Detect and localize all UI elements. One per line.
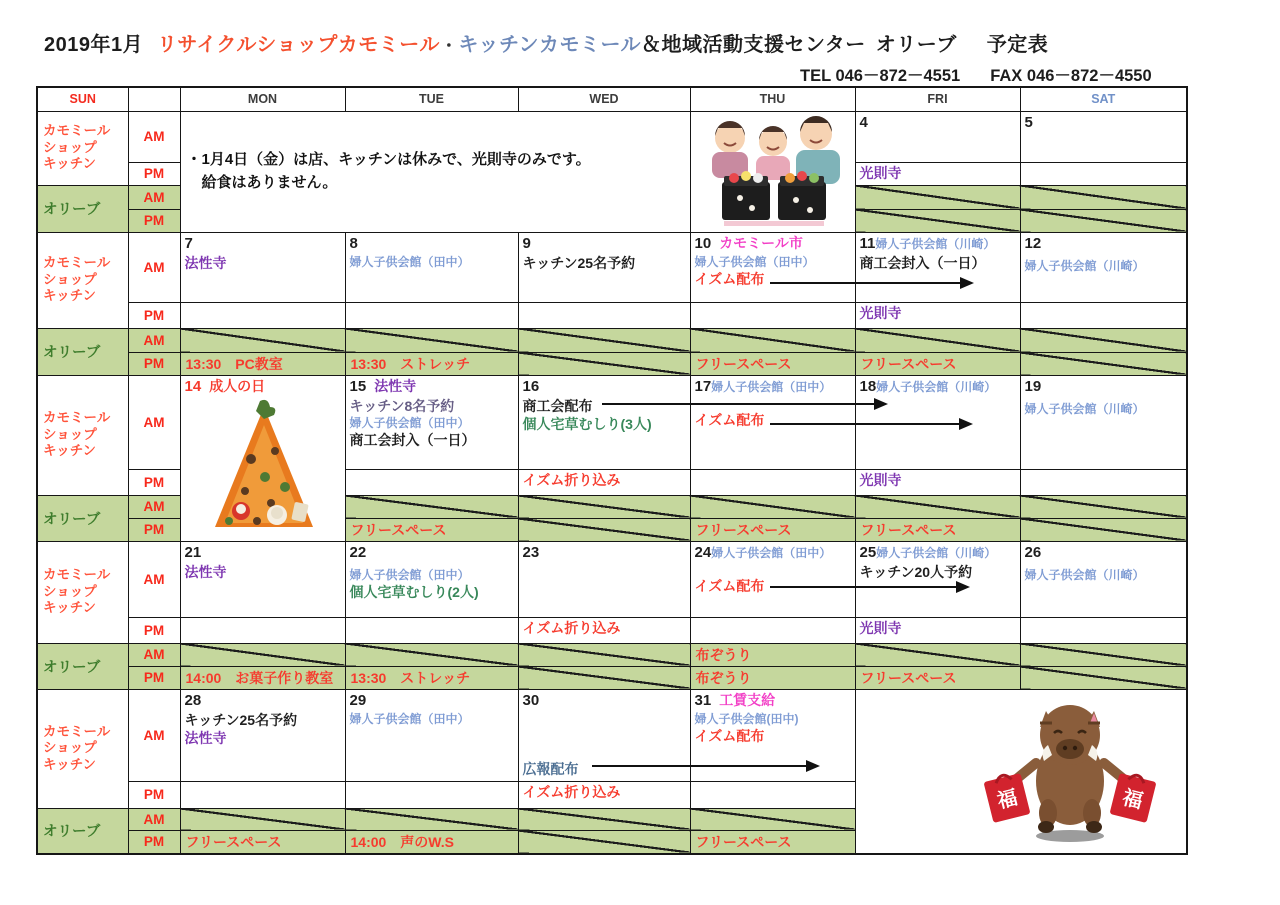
cell-w1-fri-pm: 光則寺: [855, 162, 1020, 185]
cell-w3-thu-olive-am: [690, 495, 855, 518]
cell-w5-weekend-illustration: [855, 689, 1187, 854]
cell-w2-sat-pm: [1020, 302, 1187, 328]
cell-w2-wed-pm: [518, 302, 690, 328]
olive-am-label-w2: AM: [128, 328, 180, 352]
header-wed: WED: [518, 87, 690, 111]
cell-w4-tue-olive-am: [345, 643, 518, 666]
cell-w4-sat-am: 26 婦人子供会館（川崎）: [1020, 541, 1187, 617]
cell-w1-fri-am: 4: [855, 111, 1020, 162]
row-label-shop-w1: カモミール ショップ キッチン: [37, 111, 128, 185]
cell-w1-sat-pm: [1020, 162, 1187, 185]
cell-w4-wed-olive-pm: [518, 666, 690, 689]
olive-pm-label-w4: PM: [128, 666, 180, 689]
pm-label-w5: PM: [128, 781, 180, 808]
olive-pm-label-w2: PM: [128, 352, 180, 375]
cell-w2-fri-olive-pm: フリースペース: [855, 352, 1020, 375]
cell-w4-mon-pm: [180, 617, 345, 643]
cell-w3-tue-olive-pm: フリースペース: [345, 518, 518, 541]
title-center-name: ＆地域活動支援センター: [641, 34, 866, 56]
header-fri: FRI: [855, 87, 1020, 111]
cell-w3-sat-am: 19 婦人子供会館（川崎）: [1020, 375, 1187, 469]
olive-am-label-w1: AM: [128, 185, 180, 209]
cell-w4-tue-pm: [345, 617, 518, 643]
olive-pm-label-w5: PM: [128, 830, 180, 854]
cell-w4-wed-olive-am: [518, 643, 690, 666]
dondoyaki-bonfire-illustration: [205, 399, 323, 533]
am-label-w1: AM: [128, 111, 180, 162]
cell-w4-mon-olive-am: [180, 643, 345, 666]
title-shop-name: リサイクルショップカモミール: [157, 34, 440, 56]
title-suffix: 予定表: [986, 34, 1049, 56]
cell-w1-sat-am: 5: [1020, 111, 1187, 162]
cell-w5-thu-pm: [690, 781, 855, 808]
schedule-table: [36, 86, 1188, 855]
cell-w4-fri-pm: 光則寺: [855, 617, 1020, 643]
cell-w2-tue-pm: [345, 302, 518, 328]
cell-w2-sat-olive-am: [1020, 328, 1187, 352]
cell-w3-tue-olive-am: [345, 495, 518, 518]
cell-w2-fri-olive-am: [855, 328, 1020, 352]
row-label-olive-w4: オリーブ: [37, 643, 128, 689]
cell-w2-mon-am: 7 法性寺: [180, 232, 345, 302]
am-label-w4: AM: [128, 541, 180, 617]
contact-line: [800, 62, 1152, 86]
cell-w1-sat-olive-pm: [1020, 209, 1187, 232]
cell-w4-thu-am: 24婦人子供会館（田中） イズム配布: [690, 541, 855, 617]
olive-am-label-w5: AM: [128, 808, 180, 830]
row-label-shop-w4: カモミール ショップ キッチン: [37, 541, 128, 643]
cell-w4-sat-olive-am: [1020, 643, 1187, 666]
cell-w5-tue-pm: [345, 781, 518, 808]
cell-w3-fri-pm: 光則寺: [855, 469, 1020, 495]
cell-w4-tue-am: 22 婦人子供会館（田中） 個人宅草むしり(2人): [345, 541, 518, 617]
cell-w3-thu-pm: [690, 469, 855, 495]
svg-text:福: 福: [1120, 786, 1145, 813]
header-tue: TUE: [345, 87, 518, 111]
cell-w5-thu-olive-pm: フリースペース: [690, 830, 855, 854]
cell-w4-fri-am: 25婦人子供会館（川崎） キッチン20人予約: [855, 541, 1020, 617]
cell-w3-wed-pm: イズム折り込み: [518, 469, 690, 495]
cell-w2-thu-olive-pm: フリースペース: [690, 352, 855, 375]
cell-w3-sat-olive-am: [1020, 495, 1187, 518]
cell-w2-fri-am: 11婦人子供会館（川崎） 商工会封入（一日）: [855, 232, 1020, 302]
cell-w1-fri-olive-pm: [855, 209, 1020, 232]
header-blank: [128, 87, 180, 111]
cell-w4-tue-olive-pm: 13:30 ストレッチ: [345, 666, 518, 689]
am-label-w2: AM: [128, 232, 180, 302]
cell-w2-wed-olive-pm: [518, 352, 690, 375]
cell-w3-fri-olive-am: [855, 495, 1020, 518]
cell-w1-thu-illustration: [690, 111, 855, 232]
cell-w5-thu-am: 31 工賃支給 婦人子供会館(田中) イズム配布: [690, 689, 855, 781]
row-label-olive-w2: オリーブ: [37, 328, 128, 375]
cell-w2-tue-olive-am: [345, 328, 518, 352]
title-olive-name: オリーブ: [875, 34, 957, 56]
pm-label-w3: PM: [128, 469, 180, 495]
am-label-w3: AM: [128, 375, 180, 469]
pm-label-w4: PM: [128, 617, 180, 643]
cell-w2-thu-pm: [690, 302, 855, 328]
cell-w5-tue-olive-pm: 14:00 声のW.S: [345, 830, 518, 854]
cell-w3-fri-olive-pm: フリースペース: [855, 518, 1020, 541]
cell-w4-thu-olive-pm: 布ぞうり: [690, 666, 855, 689]
cell-w5-mon-olive-pm: フリースペース: [180, 830, 345, 854]
cell-w4-sat-pm: [1020, 617, 1187, 643]
cell-w4-thu-pm: [690, 617, 855, 643]
cell-w4-sat-olive-pm: [1020, 666, 1187, 689]
tel-number: TEL 046－872－4551: [800, 67, 961, 85]
cell-w2-thu-olive-am: [690, 328, 855, 352]
cell-w2-fri-pm: 光則寺: [855, 302, 1020, 328]
am-label-w5: AM: [128, 689, 180, 781]
cell-w2-mon-pm: [180, 302, 345, 328]
svg-text:福: 福: [995, 786, 1020, 813]
olive-am-label-w4: AM: [128, 643, 180, 666]
olive-pm-label-w3: PM: [128, 518, 180, 541]
row-label-shop-w3: カモミール ショップ キッチン: [37, 375, 128, 495]
cell-w5-wed-olive-pm: [518, 830, 690, 854]
cell-w2-mon-olive-am: [180, 328, 345, 352]
cell-w5-mon-am: 28 キッチン25名予約 法性寺: [180, 689, 345, 781]
header-sun: SUN: [37, 87, 128, 111]
cell-w5-wed-pm: イズム折り込み: [518, 781, 690, 808]
osechi-family-illustration: [694, 112, 852, 226]
cell-w3-sat-pm: [1020, 469, 1187, 495]
olive-am-label-w3: AM: [128, 495, 180, 518]
cell-w3-sat-olive-pm: [1020, 518, 1187, 541]
cell-w5-mon-pm: [180, 781, 345, 808]
cell-w3-thu-am: 17婦人子供会館（田中） イズム配布: [690, 375, 855, 469]
header-thu: THU: [690, 87, 855, 111]
cell-w5-wed-olive-am: [518, 808, 690, 830]
cell-w5-wed-am: 30 広報配布: [518, 689, 690, 781]
cell-w3-thu-olive-pm: フリースペース: [690, 518, 855, 541]
title-separator-dot: ・: [440, 38, 458, 55]
cell-w4-mon-olive-pm: 14:00 お菓子作り教室: [180, 666, 345, 689]
row-label-olive-w5: オリーブ: [37, 808, 128, 854]
cell-w4-fri-olive-pm: フリースペース: [855, 666, 1020, 689]
cell-w4-wed-am: 23: [518, 541, 690, 617]
row-label-olive-w1: オリーブ: [37, 185, 128, 232]
pm-label-w1: PM: [128, 162, 180, 185]
row-label-olive-w3: オリーブ: [37, 495, 128, 541]
cell-w3-mon-holiday: 14 成人の日: [180, 375, 345, 541]
cell-w2-wed-olive-am: [518, 328, 690, 352]
cell-w2-wed-am: 9 キッチン25名予約: [518, 232, 690, 302]
header-sat: SAT: [1020, 87, 1187, 111]
new-year-boar-illustration: [970, 693, 1170, 845]
holiday-note-cell: [180, 111, 690, 232]
olive-pm-label-w1: PM: [128, 209, 180, 232]
cell-w1-fri-olive-am: [855, 185, 1020, 209]
cell-w3-wed-olive-pm: [518, 518, 690, 541]
cell-w5-tue-olive-am: [345, 808, 518, 830]
pm-label-w2: PM: [128, 302, 180, 328]
cell-w4-wed-pm: イズム折り込み: [518, 617, 690, 643]
cell-w4-thu-olive-am: 布ぞうり: [690, 643, 855, 666]
row-label-shop-w5: カモミール ショップ キッチン: [37, 689, 128, 808]
holiday-note-line1: ・1月4日（金）は店、キッチンは休みで、光則寺のみです。: [186, 151, 591, 168]
cell-w3-wed-olive-am: [518, 495, 690, 518]
cell-w3-tue-am: 15 法性寺 キッチン8名予約 婦人子供会館（田中） 商工会封入（一日）: [345, 375, 518, 469]
cell-w3-wed-am: 16 商工会配布 個人宅草むしり(3人): [518, 375, 690, 469]
cell-w2-tue-olive-pm: 13:30 ストレッチ: [345, 352, 518, 375]
row-label-shop-w2: カモミール ショップ キッチン: [37, 232, 128, 328]
header-mon: MON: [180, 87, 345, 111]
title-month: 2019年1月: [44, 34, 144, 56]
cell-w2-sat-am: 12 婦人子供会館（川崎）: [1020, 232, 1187, 302]
cell-w3-tue-pm: [345, 469, 518, 495]
cell-w3-fri-am: 18婦人子供会館（川崎）: [855, 375, 1020, 469]
fax-number: FAX 046－872－4550: [990, 67, 1152, 85]
cell-w2-thu-am: 10 カモミール市 婦人子供会館（田中） イズム配布: [690, 232, 855, 302]
cell-w2-mon-olive-pm: 13:30 PC教室: [180, 352, 345, 375]
title-kitchen-name: キッチンカモミール: [458, 34, 642, 56]
page-title: [44, 28, 1048, 57]
cell-w4-fri-olive-am: [855, 643, 1020, 666]
cell-w2-tue-am: 8 婦人子供会館（田中）: [345, 232, 518, 302]
cell-w4-mon-am: 21 法性寺: [180, 541, 345, 617]
cell-w2-sat-olive-pm: [1020, 352, 1187, 375]
cell-w5-tue-am: 29 婦人子供会館（田中）: [345, 689, 518, 781]
cell-w5-thu-olive-am: [690, 808, 855, 830]
holiday-note-line2: 給食はありません。: [186, 173, 338, 191]
cell-w1-sat-olive-am: [1020, 185, 1187, 209]
cell-w5-mon-olive-am: [180, 808, 345, 830]
